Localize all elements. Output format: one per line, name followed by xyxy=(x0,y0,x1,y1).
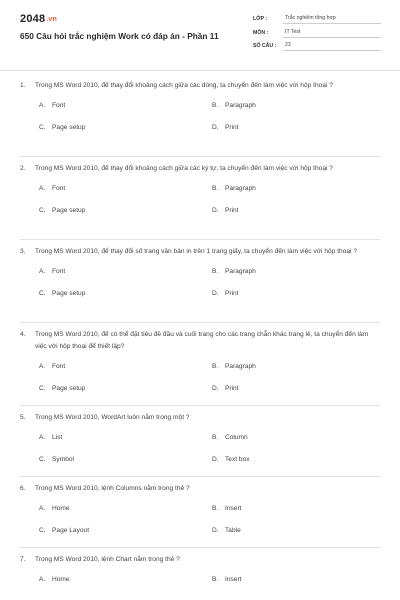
option-b[interactable] xyxy=(212,102,256,109)
option-d[interactable] xyxy=(212,527,241,534)
option-text: Font xyxy=(52,185,66,192)
option-letter: B. xyxy=(212,102,219,109)
divider xyxy=(20,156,380,157)
option-letter: D. xyxy=(212,207,219,214)
question-text-row xyxy=(20,163,380,175)
question-5 xyxy=(20,412,380,486)
question-text: Trong MS Word 2010, để thay đổi khoảng cách giữa các dòng, ta chuyển đến làm việc với hộp thoại ? xyxy=(35,82,333,89)
option-text: Paragraph xyxy=(225,102,256,109)
option-text: Paragraph xyxy=(225,185,256,192)
option-c[interactable] xyxy=(39,527,89,534)
question-text: Trong MS Word 2010, để thay đổi số trang văn bản in trên 1 trang giấy, ta chuyển đến làm việc với hộp thoại ? xyxy=(35,248,357,255)
option-d[interactable] xyxy=(212,290,239,297)
option-b[interactable] xyxy=(212,268,256,275)
question-3 xyxy=(20,246,380,320)
option-text: Paragraph xyxy=(225,363,256,370)
option-a[interactable] xyxy=(39,363,65,370)
question-text-row xyxy=(20,412,380,424)
option-c[interactable] xyxy=(39,456,74,463)
question-number: 6. xyxy=(20,485,26,492)
option-text: Page setup xyxy=(52,290,86,297)
option-a[interactable] xyxy=(39,505,70,512)
option-b[interactable] xyxy=(212,505,242,512)
divider xyxy=(20,405,380,406)
option-letter: A. xyxy=(39,102,46,109)
meta-label: LỚP : xyxy=(253,16,268,22)
option-a[interactable] xyxy=(39,576,70,583)
option-letter: A. xyxy=(39,185,46,192)
option-letter: B. xyxy=(212,434,219,441)
question-2 xyxy=(20,163,380,237)
option-b[interactable] xyxy=(212,363,256,370)
question-number: 7. xyxy=(20,556,26,563)
option-letter: B. xyxy=(212,185,219,192)
worksheet-header xyxy=(0,0,400,71)
question-6 xyxy=(20,483,380,557)
option-a[interactable] xyxy=(39,434,62,441)
option-letter: C. xyxy=(39,456,46,463)
option-text: Insert xyxy=(225,576,242,583)
question-number: 4. xyxy=(20,331,26,338)
divider xyxy=(20,322,380,323)
options xyxy=(20,566,380,596)
option-c[interactable] xyxy=(39,385,85,392)
option-letter: B. xyxy=(212,505,219,512)
divider xyxy=(20,476,380,477)
meta-info xyxy=(253,12,381,53)
option-letter: D. xyxy=(212,290,219,297)
question-number: 3. xyxy=(20,248,26,255)
option-letter: C. xyxy=(39,527,46,534)
option-text: Print xyxy=(225,124,239,131)
option-c[interactable] xyxy=(39,207,85,214)
question-7 xyxy=(20,554,380,596)
options xyxy=(20,258,380,320)
option-letter: C. xyxy=(39,385,46,392)
question-number: 5. xyxy=(20,414,26,421)
option-letter: B. xyxy=(212,268,219,275)
option-text: Table xyxy=(225,527,241,534)
option-text: Text box xyxy=(225,456,250,463)
meta-label: MÔN : xyxy=(253,29,269,36)
question-text: Trong MS Word 2010, lệnh Chart nằm trong thẻ ? xyxy=(35,556,180,563)
question-1 xyxy=(20,80,380,154)
option-text: Home xyxy=(52,505,70,512)
option-text: List xyxy=(52,434,63,441)
question-text: Trong MS Word 2010, lệnh Columns nằm trong thẻ ? xyxy=(35,485,190,492)
question-text-row xyxy=(20,329,380,353)
meta-label: SỐ CÂU : xyxy=(253,43,277,49)
options xyxy=(20,92,380,154)
option-b[interactable] xyxy=(212,576,242,583)
option-letter: A. xyxy=(39,576,46,583)
option-text: Page setup xyxy=(52,124,86,131)
question-text-row xyxy=(20,246,380,258)
site-logo[interactable] xyxy=(20,13,57,25)
meta-value: 23 xyxy=(283,42,381,51)
option-b[interactable] xyxy=(212,185,256,192)
logo-domain: .vn xyxy=(46,16,57,23)
option-letter: C. xyxy=(39,207,46,214)
meta-row-class xyxy=(253,12,381,24)
option-letter: D. xyxy=(212,456,219,463)
question-text-row xyxy=(20,80,380,92)
question-number: 2. xyxy=(20,165,26,172)
question-text-row xyxy=(20,554,380,566)
option-letter: C. xyxy=(39,290,46,297)
option-text: Page Layout xyxy=(52,527,90,534)
option-letter: A. xyxy=(39,505,46,512)
option-text: Paragraph xyxy=(225,268,256,275)
option-d[interactable] xyxy=(212,456,250,463)
option-b[interactable] xyxy=(212,434,248,441)
meta-row-subject xyxy=(253,26,381,38)
option-text: Print xyxy=(225,207,239,214)
option-letter: A. xyxy=(39,434,46,441)
option-d[interactable] xyxy=(212,124,239,131)
question-text: Trong MS Word 2010, để thay đổi khoảng cách giữa các ký tự, ta chuyển đến làm việc với hộp thoại ? xyxy=(35,165,333,172)
option-letter: B. xyxy=(212,363,219,370)
question-number: 1. xyxy=(20,82,26,89)
question-text-row xyxy=(20,483,380,495)
logo-main: 2048 xyxy=(20,13,46,25)
option-letter: D. xyxy=(212,527,219,534)
option-text: Font xyxy=(52,363,66,370)
option-d[interactable] xyxy=(212,385,239,392)
meta-row-count xyxy=(253,39,381,51)
question-4 xyxy=(20,329,380,415)
option-text: Symbol xyxy=(52,456,74,463)
option-d[interactable] xyxy=(212,207,239,214)
option-a[interactable] xyxy=(39,268,65,275)
option-c[interactable] xyxy=(39,124,85,131)
option-text: Page setup xyxy=(52,207,86,214)
option-text: Insert xyxy=(225,505,242,512)
option-letter: A. xyxy=(39,268,46,275)
option-a[interactable] xyxy=(39,102,65,109)
option-c[interactable] xyxy=(39,290,85,297)
document-title: 650 Câu hỏi trắc nghiệm Work có đáp án - Phần 11 xyxy=(20,31,219,41)
meta-value: IT Test xyxy=(283,29,381,38)
option-letter: C. xyxy=(39,124,46,131)
question-text: Trong MS Word 2010, WordArt luôn nằm trong một ? xyxy=(35,414,190,421)
option-letter: A. xyxy=(39,363,46,370)
option-letter: D. xyxy=(212,385,219,392)
question-text: Trong MS Word 2010, để có thể đặt tiêu đề đầu và cuối trang cho các trang chẵn khác trang lẻ, ta chuyển đến làm việc với hộp thoại để thiết lập? xyxy=(35,331,369,350)
meta-value: Trắc nghiệm tổng hợp xyxy=(283,15,381,24)
option-text: Font xyxy=(52,268,66,275)
option-text: Home xyxy=(52,576,70,583)
divider xyxy=(20,547,380,548)
option-text: Page setup xyxy=(52,385,86,392)
option-text: Column xyxy=(225,434,248,441)
option-text: Print xyxy=(225,385,239,392)
divider xyxy=(20,239,380,240)
options xyxy=(20,175,380,237)
option-letter: D. xyxy=(212,124,219,131)
option-text: Print xyxy=(225,290,239,297)
option-text: Font xyxy=(52,102,66,109)
option-letter: B. xyxy=(212,576,219,583)
option-a[interactable] xyxy=(39,185,65,192)
